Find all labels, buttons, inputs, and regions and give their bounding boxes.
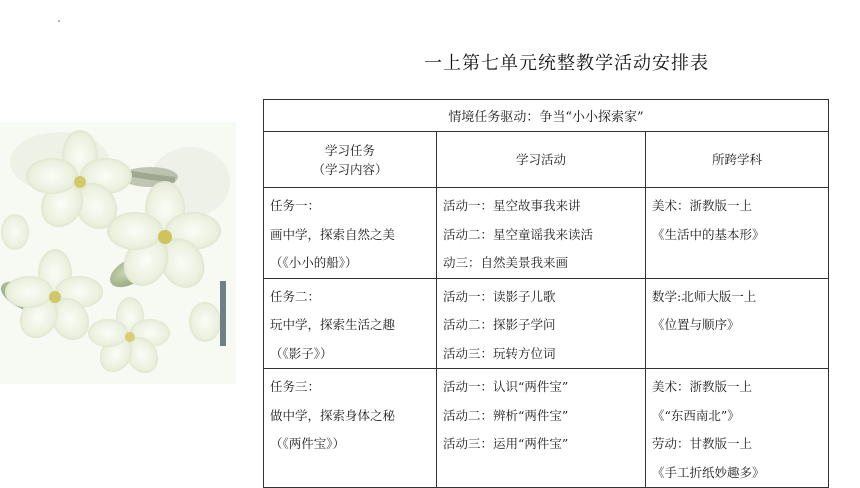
activity-line: 活动一：认识“两件宝” xyxy=(443,379,569,394)
activity-line: 活动一：星空故事我来讲 xyxy=(443,198,581,213)
header-task xyxy=(264,132,437,188)
task-line: （《小小的船》） xyxy=(270,255,358,270)
task-line: 做中学，探索身体之秘 xyxy=(270,407,396,423)
activity-cell xyxy=(437,188,646,279)
activity-line: 活动二：辨析“两件宝” xyxy=(443,407,569,423)
task-line: 玩中学，探索生活之趣 xyxy=(270,317,396,332)
table-row-task-1 xyxy=(264,188,829,279)
header-row xyxy=(264,132,829,188)
accent-bar xyxy=(220,281,226,346)
subject-line: 《“东西南北”》 xyxy=(652,407,740,423)
header-activity: 学习活动 xyxy=(437,132,646,188)
task-line: 任务三： xyxy=(270,379,321,394)
subject-line: 《位置与顺序》 xyxy=(652,317,740,332)
page-title: 一上第七单元统整教学活动安排表 xyxy=(424,53,709,74)
activity-line: 活动一：读影子儿歌 xyxy=(443,288,556,304)
activity-line: 活动二：探影子学问 xyxy=(443,317,556,332)
task-line: （《两件宝》） xyxy=(270,436,346,451)
activity-line: 活动三：运用“两件宝” xyxy=(443,436,569,451)
white-blossom-image xyxy=(0,122,236,384)
task-cell xyxy=(264,369,437,488)
activity-schedule-table xyxy=(263,99,829,488)
activity-line: 动三：自然美景我来画 xyxy=(443,255,569,270)
table-row-task-2 xyxy=(264,278,829,369)
subject-cell xyxy=(646,278,829,369)
task-line: 任务二： xyxy=(270,288,321,304)
subject-line: 美术：浙教版一上 xyxy=(652,198,753,213)
header-task-line2: （学习内容） xyxy=(312,161,388,177)
subject-line: 数学:北师大版一上 xyxy=(652,288,757,304)
scenario-row xyxy=(264,100,829,132)
header-subject: 所跨学科 xyxy=(646,132,829,188)
subject-line: 美术：浙教版一上 xyxy=(652,379,753,394)
activity-cell xyxy=(437,278,646,369)
subject-cell xyxy=(646,188,829,279)
subject-line: 《手工折纸妙趣多》 xyxy=(652,464,765,480)
subject-cell xyxy=(646,369,829,488)
task-cell xyxy=(264,278,437,369)
task-cell xyxy=(264,188,437,279)
table-row-task-3 xyxy=(264,369,829,488)
task-line: （《影子》） xyxy=(270,345,333,361)
task-line: 任务一： xyxy=(270,198,321,213)
activity-line: 活动三：玩转方位词 xyxy=(443,345,556,361)
task-line: 画中学，探索自然之美 xyxy=(270,226,396,242)
decorative-dot xyxy=(58,20,60,22)
scenario-cell: 情境任务驱动：争当“小小探索家” xyxy=(264,100,829,132)
activity-cell xyxy=(437,369,646,488)
header-task-line1: 学习任务 xyxy=(324,142,375,158)
activity-line: 活动二：星空童谣我来读活 xyxy=(443,226,594,242)
subject-line: 劳动：甘教版一上 xyxy=(652,436,753,451)
subject-line: 《生活中的基本形》 xyxy=(652,226,765,242)
